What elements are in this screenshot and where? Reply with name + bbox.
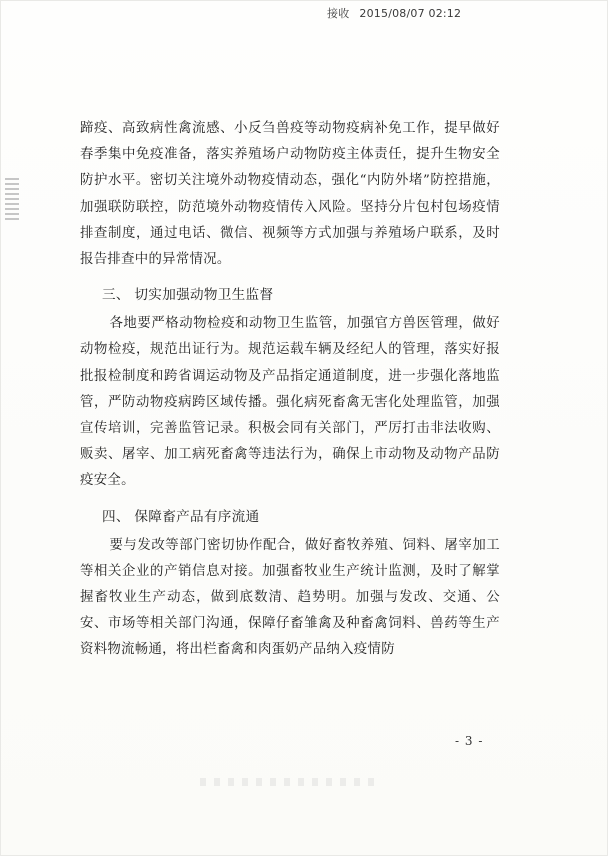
stamp-label: 接收: [327, 7, 350, 20]
page-number: - 3 -: [455, 734, 484, 748]
continued-paragraph: 蹄疫、高致病性禽流感、小反刍兽疫等动物疫病补免工作，提早做好春季集中免疫准备，落实养殖场户动物防疫主体责任，提升生物安全防护水平。密切关注境外动物疫情动态，强化“内防外堵”防控措施，加强联防联控，防范境外动物疫情传入风险。坚持分片包村包场疫情排查制度，通过电话、微信、视频等方式加强与养殖场户联系，及时报告排查中的异常情况。: [80, 121, 500, 268]
section-heading-4: 四、 保障畜产品有序流通: [102, 508, 260, 525]
binding-hole-marks: [5, 178, 19, 222]
document-body: [80, 116, 500, 664]
stamp-datetime: 2015/08/07 02:12: [359, 7, 462, 20]
section-3-paragraph: 各地要严格动物检疫和动物卫生监管，加强官方兽医管理，做好动物检疫，规范出证行为。规范运载车辆及经纪人的管理，落实好报批报检制度和跨省调运动物及产品指定通道制度，进一步强化落地监管，严防动物疫病跨区域传播。强化病死畜禽无害化处理监管，加强宣传培训，完善监管记录。积极会同有关部门，严厉打击非法收购、贩卖、屠宰、加工病死畜禽等违法行为，确保上市动物及动物产品防疫安全。: [80, 316, 500, 489]
receipt-stamp: [327, 5, 461, 21]
section-4-paragraph: 要与发改等部门密切协作配合，做好畜牧养殖、饲料、屠宰加工等相关企业的产销信息对接。加强畜牧业生产统计监测，及时了解掌握畜牧业生产动态，做到底数清、趋势明。加强与发改、交通、公安、市场等相关部门沟通，保障仔畜雏禽及种畜禽饲料、兽药等生产资料物流畅通，将出栏畜禽和肉蛋奶产品纳入疫情防: [80, 537, 500, 658]
scan-smudge: [200, 778, 380, 786]
section-heading-3: 三、 切实加强动物卫生监督: [102, 287, 274, 304]
